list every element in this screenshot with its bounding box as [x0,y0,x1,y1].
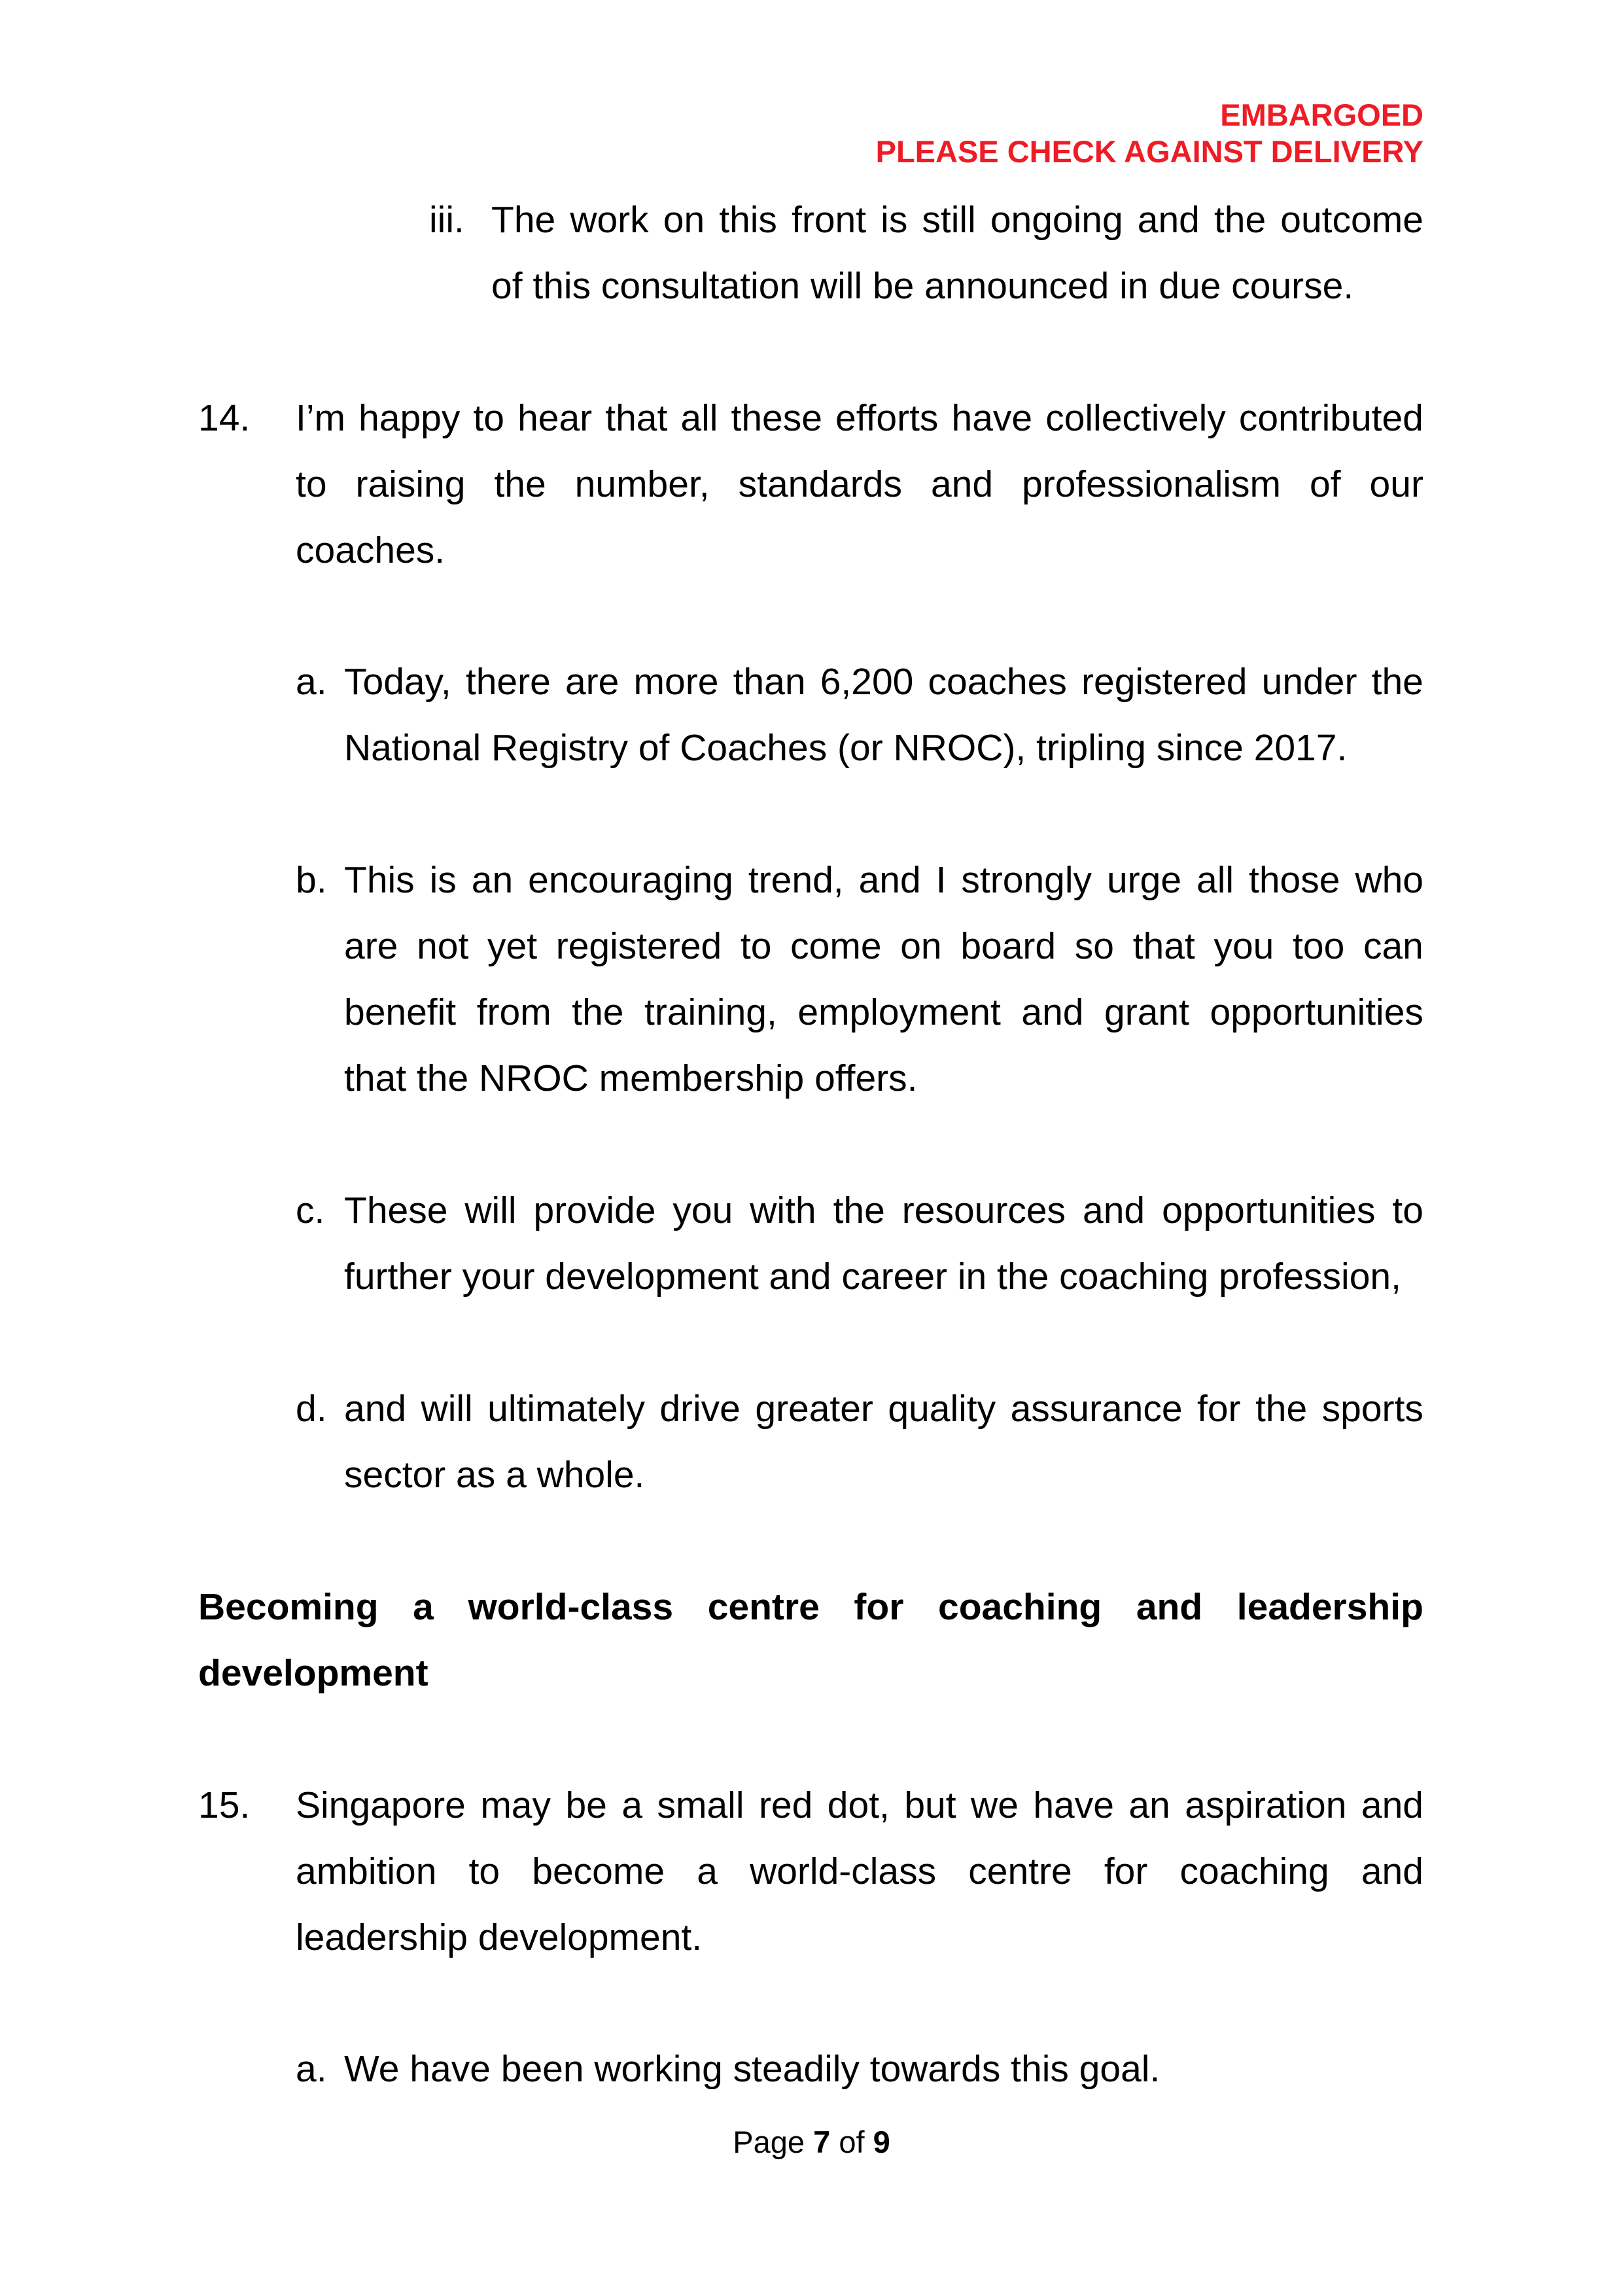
word: centre [968,1850,1072,1892]
text-line: coaches. [296,529,445,571]
text-line [344,847,1423,913]
word: standards [738,463,902,505]
word: the [1255,1388,1308,1430]
word: a [413,1586,434,1628]
current-page-number: 7 [813,2125,831,2159]
word: who [1355,859,1423,901]
sub-item-label: iii. [429,199,464,241]
word: opportunities [1162,1190,1376,1231]
word: the [1371,661,1423,703]
word: to [740,925,772,967]
word: and [1136,1586,1203,1628]
word: ambition [296,1850,437,1892]
word: and [858,859,921,901]
word: assurance [1010,1388,1183,1430]
list-item-a-text [344,649,1423,781]
text-line: We have been working steadily towards this goal. [344,2048,1161,2090]
word: to [468,1850,500,1892]
list-item-label: d. [296,1388,327,1430]
word: aspiration [1185,1784,1347,1826]
word: these [731,397,822,439]
word: we [971,1784,1019,1826]
of-word: of [839,2125,865,2159]
list-item-label: c. [296,1190,325,1231]
word: you [672,1190,733,1231]
word: training, [644,991,777,1033]
word: of [1310,463,1341,505]
word: not [417,925,469,967]
word: drive [659,1388,741,1430]
list-item-c-text [344,1178,1423,1310]
word: strongly [961,859,1092,901]
word: contributed [1238,397,1423,439]
word: encouraging [528,859,733,901]
word: become [532,1850,665,1892]
heading-line [198,1574,1423,1640]
word: These [344,1190,448,1231]
word: 6,200 [820,661,914,703]
section-heading [198,1574,1423,1706]
word: so [1074,925,1114,967]
word: that [1132,925,1195,967]
text-line [491,187,1423,253]
word: on [663,199,705,241]
word: too [1293,925,1345,967]
word: are [344,925,398,967]
word: ongoing [990,199,1123,241]
word: may [480,1784,551,1826]
text-line [296,1839,1423,1905]
text-line: of this consultation will be announced in due course. [491,265,1354,307]
word: urge [1106,859,1182,901]
word: an [471,859,514,901]
word: and [1361,1850,1423,1892]
word: grant [1104,991,1189,1033]
text-line [344,1178,1423,1244]
word: will [464,1190,517,1231]
word: professionalism [1022,463,1282,505]
word: employment [797,991,1001,1033]
text-line: National Registry of Coaches (or NROC), tripling since 2017. [344,727,1348,769]
word: those [1249,859,1340,901]
word: and [930,463,994,505]
word: and [1137,199,1200,241]
word: and [344,1388,407,1430]
list-item-15a-text [344,2036,1423,2102]
word: the [494,463,546,505]
word: are [565,661,620,703]
word: small [657,1784,744,1826]
text-line [296,385,1423,451]
word: on [900,925,942,967]
word: this [719,199,777,241]
delivery-notice: PLEASE CHECK AGAINST DELIVERY [875,134,1423,169]
word: for [1197,1388,1241,1430]
word: is [881,199,908,241]
word: can [1363,925,1423,967]
word: benefit [344,991,457,1033]
word: provide [533,1190,656,1231]
heading-line: development [198,1652,428,1694]
word: outcome [1280,199,1423,241]
word: coaching [938,1586,1102,1628]
text-line: that the NROC membership offers. [344,1057,918,1099]
word: quality [888,1388,996,1430]
word: trend, [748,859,844,901]
word: a [697,1850,718,1892]
word: world-class [468,1586,674,1628]
word: Becoming [198,1586,379,1628]
word: with [750,1190,816,1231]
word: coaching [1179,1850,1329,1892]
list-item-d-text [344,1376,1423,1508]
list-item-b-text [344,847,1423,1112]
text-line: leadership development. [296,1916,703,1958]
word: have [951,397,1033,439]
paragraph-14-text [296,385,1423,584]
word: yet [487,925,538,967]
word: but [904,1784,956,1826]
total-page-number: 9 [873,2125,890,2159]
word: to [296,463,327,505]
word: still [922,199,976,241]
word: an [1128,1784,1170,1826]
word: coaches [928,661,1067,703]
word: sports [1321,1388,1423,1430]
word: than [733,661,806,703]
word: the [1213,199,1266,241]
text-line: sector as a whole. [344,1454,645,1496]
text-line: further your development and career in the coaching profession, [344,1256,1401,1298]
text-line [344,1376,1423,1442]
word: red [758,1784,813,1826]
word: hear [517,397,593,439]
word: raising [355,463,466,505]
word: is [429,859,457,901]
word: and [1361,1784,1423,1826]
word: ultimately [487,1388,645,1430]
word: that [605,397,668,439]
word: happy [358,397,461,439]
word: all [680,397,718,439]
sub-item-iii-text [491,187,1423,319]
word: under [1261,661,1357,703]
word: This [344,859,415,901]
word: all [1196,859,1234,901]
word: you [1213,925,1274,967]
word: will [421,1388,473,1430]
word: have [1033,1784,1114,1826]
word: The [491,199,556,241]
list-item-label: a. [296,661,327,703]
word: leadership [1236,1586,1423,1628]
page-footer [0,2123,1623,2162]
word: the [572,991,624,1033]
word: resources [901,1190,1066,1231]
word: to [1392,1190,1423,1231]
word: greater [755,1388,873,1430]
word: there [465,661,551,703]
paragraph-number: 14. [198,397,251,439]
word: centre [707,1586,820,1628]
text-line [344,980,1423,1046]
word: efforts [835,397,939,439]
word: board [960,925,1056,967]
word: world-class [750,1850,937,1892]
embargo-header [876,97,1423,170]
word: registered [1081,661,1248,703]
list-item-label: a. [296,2048,327,2090]
word: and [1083,1190,1145,1231]
paragraph-number: 15. [198,1784,251,1826]
word: opportunities [1210,991,1423,1033]
word: from [476,991,551,1033]
word: Singapore [296,1784,466,1826]
word: collectively [1045,397,1226,439]
text-line [296,451,1423,518]
word: dot, [827,1784,890,1826]
word: more [633,661,719,703]
word: work [570,199,649,241]
word: and [1021,991,1084,1033]
word: Today, [344,661,451,703]
word: registered [555,925,722,967]
text-line [296,1773,1423,1839]
list-item-label: b. [296,859,327,901]
word: our [1369,463,1423,505]
paragraph-15-text [296,1773,1423,1971]
text-line [344,913,1423,980]
word: I’m [296,397,345,439]
word: a [621,1784,643,1826]
word: for [854,1586,904,1628]
word: to [473,397,504,439]
word: be [565,1784,607,1826]
word: front [792,199,867,241]
word: for [1104,1850,1148,1892]
page-word: Page [733,2125,805,2159]
word: number, [574,463,710,505]
embargo-label: EMBARGOED [1220,97,1423,132]
word: I [935,859,947,901]
word: the [833,1190,885,1231]
word: come [790,925,882,967]
text-line [344,649,1423,715]
